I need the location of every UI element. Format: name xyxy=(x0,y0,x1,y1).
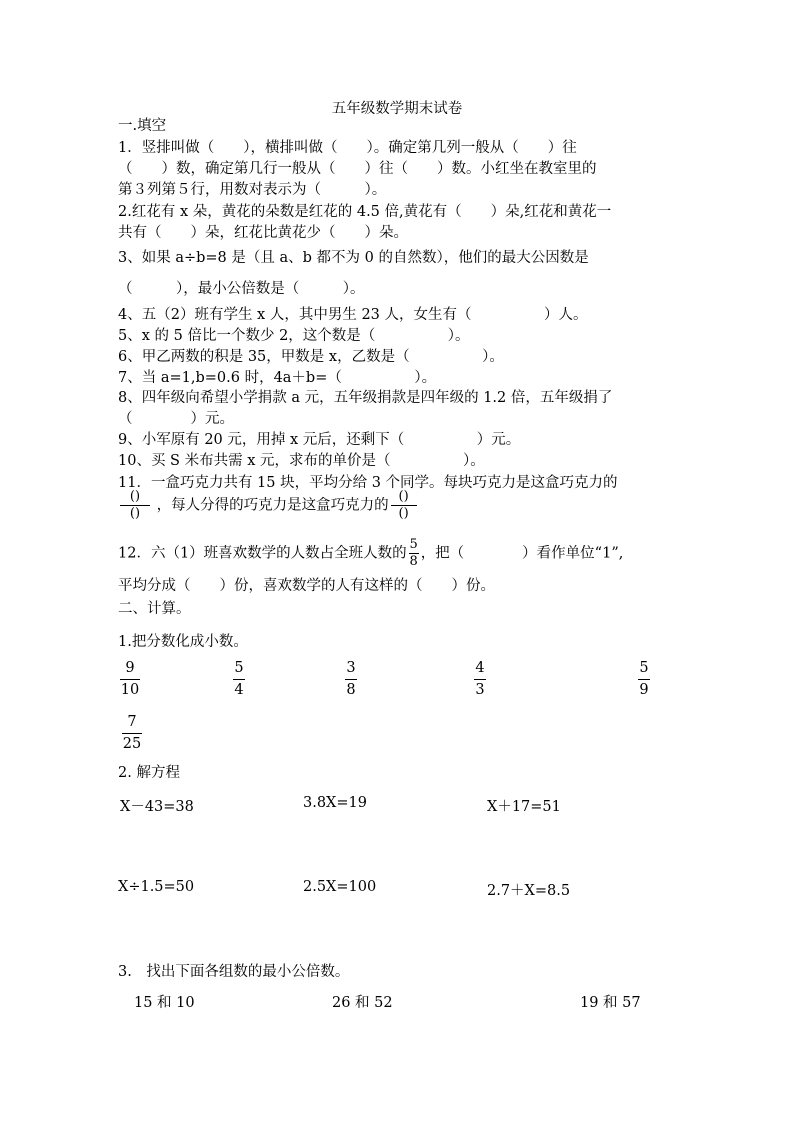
fraction-numerator: 5 xyxy=(409,537,418,552)
q12-post-text: ，把（ ）看作单位“1”, xyxy=(420,545,624,562)
q2-line2: 共有（ ）朵，红花比黄花少（ ）朵。 xyxy=(118,225,408,241)
q12-line1 xyxy=(118,538,623,569)
part-label: 2. 解方程 xyxy=(118,765,180,781)
equation: 3.8X=19 xyxy=(303,795,367,811)
q9: 9、小军原有 20 元，用掉 x 元后，还剩下（ ）元。 xyxy=(118,432,521,448)
q12-fraction xyxy=(409,538,419,569)
number-pair: 19 和 57 xyxy=(580,995,641,1011)
q7: 7、当 a=1,b=0.6 时，4a＋b=（ ）。 xyxy=(118,370,437,386)
equation: X－43=38 xyxy=(120,799,194,815)
part-label: 3. 找出下面各组数的最小公倍数。 xyxy=(118,964,350,980)
fraction xyxy=(233,660,245,699)
fraction-numerator: () xyxy=(129,489,141,504)
q3-line1: 3、如果 a÷b=8 是（且 a、b 都不为 0 的自然数），他们的最大公因数是 xyxy=(118,250,589,266)
q8-line1: 8、四年级向希望小学捐款 a 元，五年级捐款是四年级的 1.2 倍，五年级捐了 xyxy=(118,390,613,406)
part-label: 1.把分数化成小数。 xyxy=(118,634,248,650)
fraction-denominator: 10 xyxy=(120,682,140,698)
q11-fraction-2 xyxy=(391,490,417,521)
page-title: 五年级数学期末试卷 xyxy=(331,101,463,117)
q12-line2: 平均分成（ ）份，喜欢数学的人有这样的（ ）份。 xyxy=(118,578,495,594)
q3-line2: （ ），最小公倍数是（ ）。 xyxy=(118,281,365,297)
q6: 6、甲乙两数的积是 35，甲数是 x，乙数是（ ）。 xyxy=(118,349,504,365)
equation: 2.7＋X=8.5 xyxy=(487,883,571,899)
q5: 5、x 的 5 倍比一个数少 2，这个数是（ ）。 xyxy=(118,328,470,344)
fraction-denominator: () xyxy=(129,506,141,521)
fraction xyxy=(638,660,650,699)
fraction xyxy=(122,714,142,753)
q1-line2: （ ）数，确定第几行一般从（ ）往（ ）数。小红坐在教室里的 xyxy=(118,161,597,177)
number-pair: 26 和 52 xyxy=(332,995,393,1011)
fraction-numerator: () xyxy=(398,489,409,504)
q1-line3: 第３列第５行，用数对表示为（ ）。 xyxy=(118,182,387,198)
fraction xyxy=(120,660,140,699)
fraction-numerator: 5 xyxy=(234,660,244,676)
fraction-numerator: 4 xyxy=(475,660,485,676)
fraction xyxy=(345,660,357,699)
fraction-denominator: 3 xyxy=(475,682,485,698)
fraction-numerator: 3 xyxy=(346,660,356,676)
fraction-numerator: 9 xyxy=(125,660,135,676)
q10: 10、买 S 米布共需 x 元，求布的单价是（ ）。 xyxy=(118,453,485,469)
fraction-denominator: 9 xyxy=(639,682,649,698)
q11-mid-text: ，每人分得的巧克力是这盒巧克力的 xyxy=(156,497,389,514)
fraction-denominator: () xyxy=(398,506,409,521)
q1-line1: 1．竖排叫做（ ），横排叫做（ ）。确定第几列一般从（ ）往 xyxy=(118,140,577,156)
number-pair: 15 和 10 xyxy=(134,995,195,1011)
fraction xyxy=(474,660,486,699)
q12-pre-text: 12．六（1）班喜欢数学的人数占全班人数的 xyxy=(118,545,407,562)
equation: 2.5X=100 xyxy=(303,879,377,895)
fraction-denominator: 25 xyxy=(122,736,142,752)
fraction-denominator: 4 xyxy=(234,682,244,698)
q2-line1: 2.红花有 x 朵，黄花的朵数是红花的 4.5 倍,黄花有（ ）朵,红花和黄花一 xyxy=(118,204,612,220)
section-heading: 二、计算。 xyxy=(118,601,191,617)
q4: 4、五（2）班有学生 x 人，其中男生 23 人，女生有（ ）人。 xyxy=(118,307,588,323)
equation: X＋17=51 xyxy=(487,799,561,815)
fraction-numerator: 5 xyxy=(639,660,649,676)
fraction-denominator: 8 xyxy=(346,682,356,698)
fraction-numerator: 7 xyxy=(127,714,137,730)
q11-line2 xyxy=(118,490,419,521)
q11-line1: 11．一盒巧克力共有 15 块，平均分给 3 个同学。每块巧克力是这盒巧克力的 xyxy=(118,475,618,491)
fraction-denominator: 8 xyxy=(409,554,418,569)
q8-line2: （ ）元。 xyxy=(118,411,234,427)
equation: X÷1.5=50 xyxy=(118,879,195,895)
q11-fraction-1 xyxy=(120,490,150,521)
section-heading: 一.填空 xyxy=(118,118,167,134)
